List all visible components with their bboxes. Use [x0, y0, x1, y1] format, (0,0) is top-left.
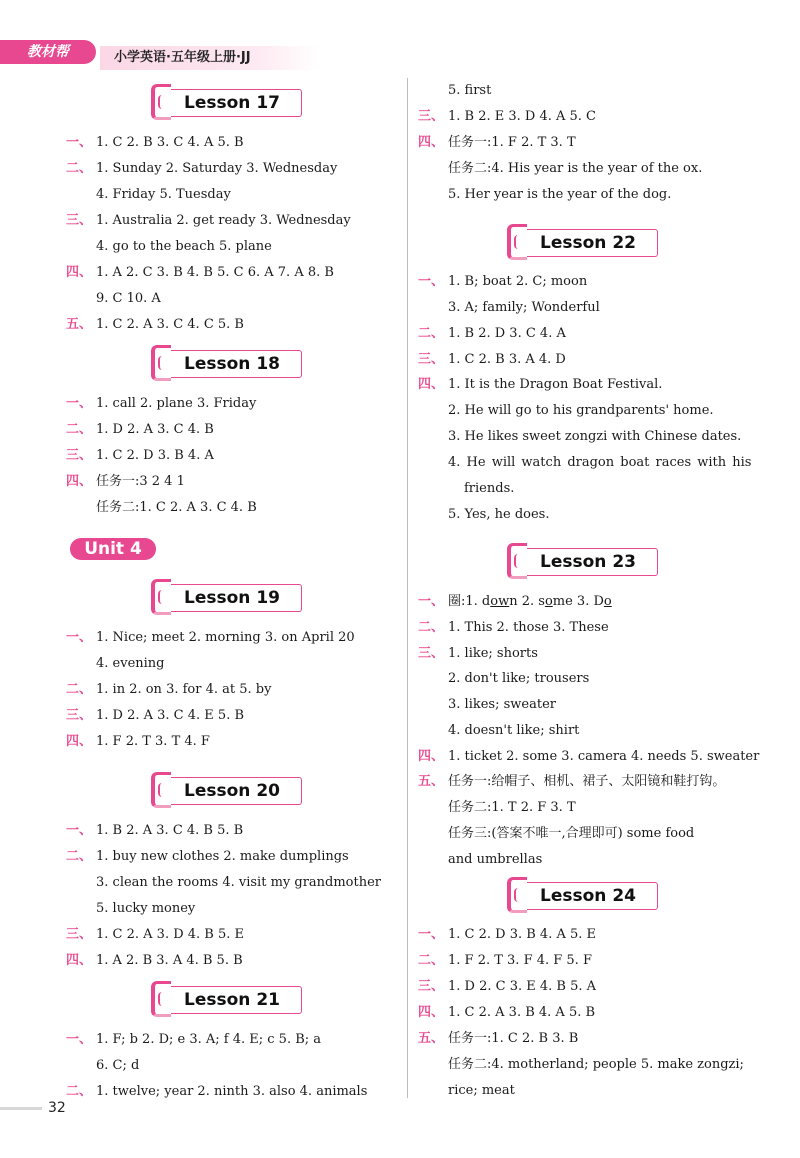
answer-line	[418, 160, 702, 178]
answer-text: 4. doesn't like; shirt	[448, 723, 580, 738]
question-number: 四、	[66, 734, 93, 749]
answer-line	[66, 316, 244, 334]
answer-text: 1. This 2. those 3. These	[448, 620, 609, 635]
answer-text: 任务一:1. F 2. T 3. T	[448, 135, 576, 150]
answer-line	[418, 645, 538, 663]
answer-line	[66, 681, 271, 699]
answer-text: 1. A 2. B 3. A 4. B 5. B	[96, 953, 243, 968]
answer-text: 1. C 2. A 3. B 4. A 5. B	[448, 1005, 596, 1020]
question-number: 一、	[418, 594, 445, 609]
answer-line	[66, 822, 243, 840]
answer-line	[66, 874, 381, 892]
column-divider	[407, 78, 408, 1098]
lesson-title: Lesson 20	[184, 781, 280, 801]
lesson-18-heading	[162, 350, 302, 378]
answer-text: me 3. D	[552, 594, 604, 609]
lesson-title: Lesson 19	[184, 588, 280, 608]
question-number: 四、	[418, 1005, 445, 1020]
question-number: 三、	[418, 979, 445, 994]
answer-text: 1. C 2. A 3. D 4. B 5. E	[96, 927, 245, 942]
answer-text: and umbrellas	[448, 852, 543, 867]
question-number: 五、	[418, 774, 445, 789]
answer-text: 1. F 2. T 3. T 4. F	[96, 734, 210, 749]
question-number: 二、	[66, 161, 93, 176]
answer-text: 3. He likes sweet zongzi with Chinese dates.	[448, 429, 742, 444]
answer-text: 1. twelve; year 2. ninth 3. also 4. animals	[96, 1084, 368, 1099]
answer-text: 5. lucky money	[96, 901, 196, 916]
answer-text: 3. likes; sweater	[448, 697, 556, 712]
answer-line	[418, 926, 596, 944]
answer-text: 1. Sunday 2. Saturday 3. Wednesday	[96, 161, 338, 176]
lesson-17-heading	[162, 89, 302, 117]
underlined-letters: o	[603, 594, 612, 609]
answer-line	[418, 402, 714, 420]
answer-line	[66, 848, 349, 866]
question-number: 一、	[66, 1032, 93, 1047]
answer-line	[66, 1031, 321, 1049]
lesson-21-heading	[162, 986, 302, 1014]
answer-text: 1. C 2. B 3. C 4. A 5. B	[96, 135, 244, 150]
lesson-22-heading	[518, 229, 658, 257]
answer-text: 6. C; d	[96, 1058, 140, 1073]
question-number: 三、	[66, 927, 93, 942]
page-number: 32	[48, 1100, 66, 1116]
answer-text: 任务三:(答案不唯一,合理即可) some food	[448, 826, 695, 841]
question-number: 四、	[418, 135, 445, 150]
answer-line	[66, 447, 214, 465]
answer-text: 1. A 2. C 3. B 4. B 5. C 6. A 7. A 8. B	[96, 265, 334, 280]
answer-text: 1. call 2. plane 3. Friday	[96, 396, 257, 411]
answer-line	[66, 655, 165, 673]
lesson-title: Lesson 24	[540, 886, 636, 906]
question-number: 二、	[418, 326, 445, 341]
question-number: 二、	[66, 1084, 93, 1099]
answer-text: 1. D 2. C 3. E 4. B 5. A	[448, 979, 597, 994]
answer-line	[66, 290, 161, 308]
lesson-24-heading	[518, 882, 658, 910]
answer-line	[66, 212, 351, 230]
answer-line	[418, 722, 579, 740]
answer-text: 1. B; boat 2. C; moon	[448, 274, 588, 289]
answer-line	[418, 376, 662, 394]
answer-text: 1. B 2. A 3. C 4. B 5. B	[96, 823, 244, 838]
answer-line	[66, 421, 214, 439]
answer-text: 任务二:4. motherland; people 5. make zongzi;	[448, 1057, 744, 1072]
answer-line	[66, 952, 243, 970]
question-number: 一、	[418, 274, 445, 289]
answer-text: 1. Nice; meet 2. morning 3. on April 20	[96, 630, 355, 645]
answer-text: 1. F; b 2. D; e 3. A; f 4. E; c 5. B; a	[96, 1032, 322, 1047]
answer-line	[418, 670, 589, 688]
book-title: 小学英语·五年级上册·JJ	[100, 46, 320, 70]
answer-text: 4. go to the beach 5. plane	[96, 239, 272, 254]
answer-line	[66, 238, 272, 256]
answer-line	[418, 134, 576, 152]
answer-text: 1. C 2. B 3. A 4. D	[448, 352, 566, 367]
answer-line	[418, 273, 587, 291]
question-number: 三、	[66, 708, 93, 723]
question-number: 五、	[418, 1031, 445, 1046]
answer-line	[418, 428, 741, 446]
question-number: 二、	[66, 422, 93, 437]
answer-line	[66, 926, 244, 944]
page-header	[0, 40, 340, 70]
answer-line	[66, 499, 257, 517]
answer-line	[418, 299, 600, 317]
answer-text: 任务二:1. T 2. F 3. T	[448, 800, 576, 815]
answer-text: 任务二:4. His year is the year of the ox.	[448, 161, 703, 176]
answer-text: 1. buy new clothes 2. make dumplings	[96, 849, 349, 864]
answer-text: 2. don't like; trousers	[448, 671, 590, 686]
answer-line	[418, 1004, 595, 1022]
answer-line	[418, 351, 566, 369]
footer-rule	[0, 1107, 42, 1110]
lesson-title: Lesson 21	[184, 990, 280, 1010]
question-number: 二、	[418, 620, 445, 635]
question-number: 一、	[66, 630, 93, 645]
answer-text: 任务一:给帽子、相机、裙子、太阳镜和鞋打钩。	[448, 774, 726, 789]
answer-text: 3. A; family; Wonderful	[448, 300, 600, 315]
answer-text: 1. ticket 2. some 3. camera 4. needs 5. sweater	[448, 749, 760, 764]
answer-line	[66, 395, 256, 413]
answer-line	[418, 480, 514, 498]
answer-line	[66, 900, 195, 918]
answer-text: 4. Friday 5. Tuesday	[96, 187, 231, 202]
answer-line	[66, 473, 185, 491]
answer-text: friends.	[464, 481, 515, 496]
question-number: 二、	[66, 682, 93, 697]
lesson-20-heading	[162, 777, 302, 805]
answer-text: 1. D 2. A 3. C 4. E 5. B	[96, 708, 245, 723]
answer-line	[418, 773, 725, 791]
answer-text: 5. Her year is the year of the dog.	[448, 187, 672, 202]
question-number: 四、	[66, 474, 93, 489]
lesson-title: Lesson 22	[540, 233, 636, 253]
lesson-title: Lesson 18	[184, 354, 280, 374]
answer-line	[66, 160, 337, 178]
answer-line	[418, 593, 612, 611]
question-number: 三、	[418, 109, 445, 124]
answer-text: 1. Australia 2. get ready 3. Wednesday	[96, 213, 351, 228]
question-number: 三、	[418, 646, 445, 661]
question-number: 二、	[418, 953, 445, 968]
answer-line	[66, 264, 334, 282]
question-number: 一、	[66, 135, 93, 150]
answer-text: 4. evening	[96, 656, 165, 671]
answer-text: 1. F 2. T 3. F 4. F 5. F	[448, 953, 592, 968]
answer-line	[66, 707, 244, 725]
answer-text: 5. Yes, he does.	[448, 507, 550, 522]
answer-line	[418, 1056, 744, 1074]
answer-text: 1. C 2. D 3. B 4. A	[96, 448, 214, 463]
question-number: 五、	[66, 317, 93, 332]
answer-line	[66, 1083, 367, 1101]
answer-text: 任务二:1. C 2. A 3. C 4. B	[96, 500, 257, 515]
question-number: 三、	[66, 448, 93, 463]
answer-line	[418, 325, 566, 343]
answer-line	[418, 82, 491, 100]
answer-line	[418, 825, 694, 843]
answer-text: 1. like; shorts	[448, 646, 538, 661]
question-number: 一、	[66, 823, 93, 838]
answer-line	[418, 696, 556, 714]
answer-text: rice; meat	[448, 1083, 515, 1098]
question-number: 三、	[418, 352, 445, 367]
answer-text: 1. D 2. A 3. C 4. B	[96, 422, 214, 437]
answer-text: 1. It is the Dragon Boat Festival.	[448, 377, 663, 392]
underlined-letters: o	[544, 594, 553, 609]
lesson-19-heading	[162, 584, 302, 612]
answer-text: 1. C 2. A 3. C 4. C 5. B	[96, 317, 244, 332]
answer-text: 圈:1. d	[448, 594, 491, 609]
answer-line	[418, 748, 759, 766]
lesson-23-heading	[518, 548, 658, 576]
question-number: 二、	[66, 849, 93, 864]
answer-line	[418, 454, 751, 472]
brand-logo: 教材帮	[0, 40, 96, 64]
lesson-title: Lesson 23	[540, 552, 636, 572]
answer-text: 1. B 2. D 3. C 4. A	[448, 326, 566, 341]
answer-line	[66, 1057, 139, 1075]
question-number: 一、	[418, 927, 445, 942]
unit-4-badge: Unit 4	[70, 538, 156, 560]
question-number: 三、	[66, 213, 93, 228]
answer-line	[418, 978, 596, 996]
answer-line	[66, 186, 231, 204]
answer-line	[418, 799, 576, 817]
question-number: 四、	[66, 953, 93, 968]
answer-line	[418, 619, 609, 637]
answer-text: 1. C 2. D 3. B 4. A 5. E	[448, 927, 597, 942]
answer-text: 任务一:3 2 4 1	[96, 474, 185, 489]
answer-text: 3. clean the rooms 4. visit my grandmother	[96, 875, 382, 890]
answer-line	[418, 1030, 578, 1048]
question-number: 四、	[418, 749, 445, 764]
answer-line	[418, 108, 596, 126]
answer-text: 2. He will go to his grandparents' home.	[448, 403, 714, 418]
answer-text: 任务一:1. C 2. B 3. B	[448, 1031, 579, 1046]
underlined-letters: ow	[490, 594, 510, 609]
answer-line	[66, 733, 210, 751]
answer-line	[66, 629, 355, 647]
answer-text: n 2. s	[509, 594, 545, 609]
answer-text: 9. C 10. A	[96, 291, 161, 306]
answer-line	[418, 506, 549, 524]
question-number: 四、	[418, 377, 445, 392]
question-number: 四、	[66, 265, 93, 280]
answer-line	[418, 186, 671, 204]
answer-text: 5. first	[448, 83, 492, 98]
answer-line	[418, 851, 542, 869]
question-number: 一、	[66, 396, 93, 411]
lesson-title: Lesson 17	[184, 93, 280, 113]
answer-text: 1. in 2. on 3. for 4. at 5. by	[96, 682, 272, 697]
answer-line	[66, 134, 244, 152]
answer-line	[418, 1082, 515, 1100]
answer-text: 4. He will watch dragon boat races with his	[448, 455, 752, 470]
answer-text: 1. B 2. E 3. D 4. A 5. C	[448, 109, 597, 124]
answer-line	[418, 952, 592, 970]
